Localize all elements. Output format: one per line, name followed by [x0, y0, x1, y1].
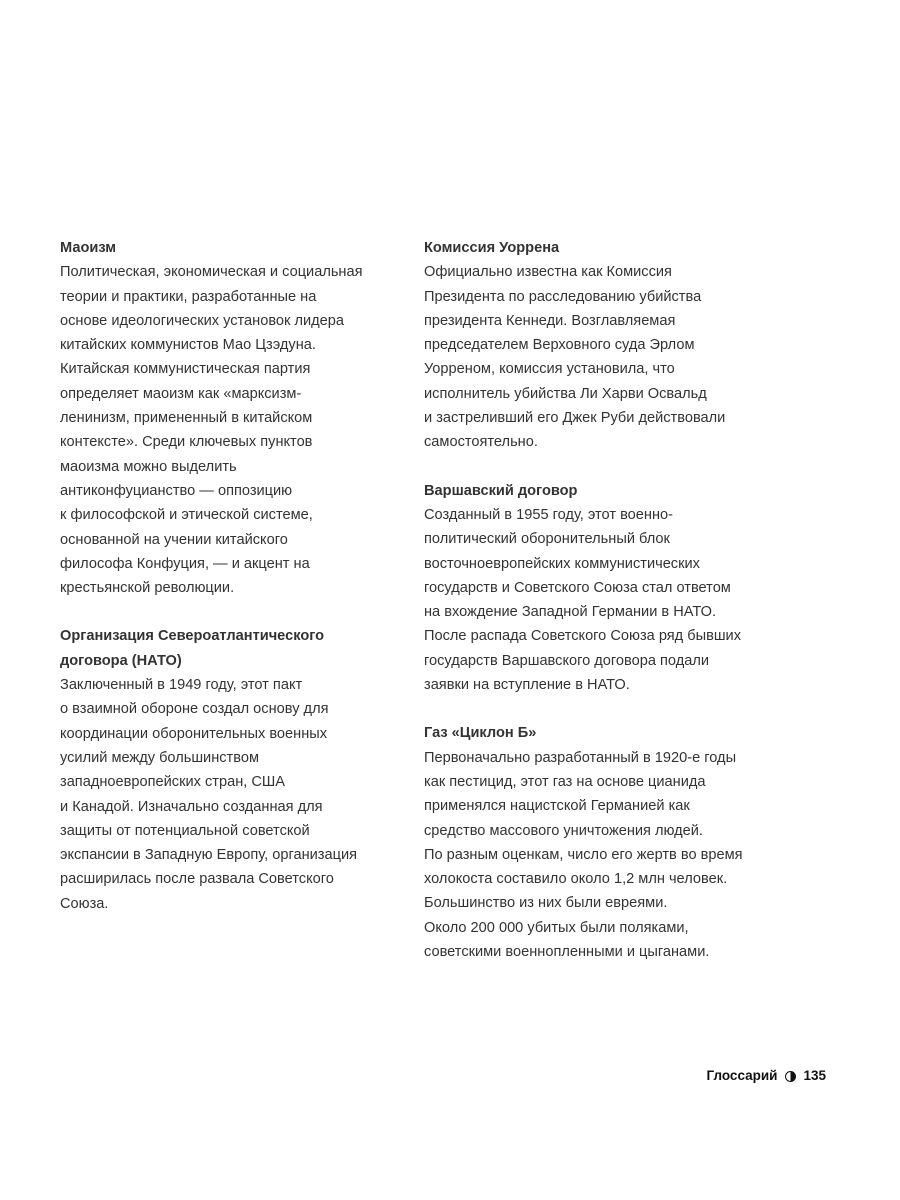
entry-text-line: холокоста составило около 1,2 млн человек. — [424, 871, 728, 888]
entry-title-line: Организация Североатлантического — [60, 628, 325, 645]
glossary-column-right — [424, 236, 754, 988]
entry-text-line: средство массового уничтожения людей. — [424, 822, 703, 839]
entry-text-line: самостоятельно. — [424, 434, 538, 451]
entry-text-line: как пестицид, этот газ на основе цианида — [424, 773, 706, 790]
entry-title — [424, 479, 754, 503]
entry-text-line: Китайская коммунистическая партия — [60, 361, 311, 378]
entry-title-line: договора (НАТО) — [60, 652, 182, 669]
entry-text-line: Созданный в 1955 году, этот военно- — [424, 506, 673, 523]
entry-text-line: восточноевропейских коммунистических — [424, 555, 700, 572]
entry-text-line: маоизма можно выделить — [60, 458, 237, 475]
entry-text-line: Заключенный в 1949 году, этот пакт — [60, 677, 303, 694]
entry-text-line: основе идеологических установок лидера — [60, 312, 345, 329]
footer-section-title: Глоссарий — [706, 1068, 778, 1083]
entry-text-line: усилий между большинством — [60, 749, 259, 766]
page-footer — [706, 1066, 826, 1086]
entry-text-line: политический оборонительный блок — [424, 531, 670, 548]
entry-text-line: По разным оценкам, число его жертв во время — [424, 846, 743, 863]
entry-text-line: ленинизм, примененный в китайском — [60, 410, 313, 427]
entry-title-line: Варшавский договор — [424, 482, 578, 499]
entry-title-line: Комиссия Уоррена — [424, 240, 560, 256]
entry-definition — [424, 503, 754, 697]
entry-text-line: теории и практики, разработанные на — [60, 288, 317, 305]
glossary-entry — [60, 624, 390, 916]
entry-text-line: китайских коммунистов Мао Цзэдуна. — [60, 337, 316, 354]
entry-text-line: к философской и этической системе, — [60, 507, 313, 524]
entry-text-line: исполнитель убийства Ли Харви Освальд — [424, 385, 707, 402]
entry-text-line: Большинство из них были евреями. — [424, 895, 668, 912]
entry-text-line: государств и Советского Союза стал ответом — [424, 579, 731, 596]
entry-text-line: советскими военнопленными и цыганами. — [424, 944, 710, 961]
entry-definition — [60, 673, 390, 916]
entry-text-line: Около 200 000 убитых были поляками, — [424, 919, 689, 936]
entry-text-line: основанной на учении китайского — [60, 531, 288, 548]
glossary-entry — [424, 236, 754, 455]
entry-text-line: на вхождение Западной Германии в НАТО. — [424, 604, 717, 621]
entry-text-line: После распада Советского Союза ряд бывших — [424, 628, 742, 645]
entry-title — [424, 236, 754, 260]
entry-text-line: применялся нацистской Германией как — [424, 798, 690, 815]
entry-text-line: президента Кеннеди. Возглавляемая — [424, 312, 676, 329]
entry-text-line: и застреливший его Джек Руби действовали — [424, 410, 726, 427]
entry-definition — [424, 746, 754, 965]
glossary-column-left — [60, 236, 390, 940]
glossary-entry — [424, 479, 754, 698]
entry-text-line: западноевропейских стран, США — [60, 774, 286, 791]
entry-text-line: философа Конфуция, — и акцент на — [60, 555, 310, 572]
entry-definition — [60, 260, 390, 600]
entry-text-line: антиконфуцианство — оппозицию — [60, 482, 293, 499]
glossary-entry — [60, 236, 390, 600]
entry-text-line: Первоначально разработанный в 1920-е годы — [424, 749, 737, 766]
page-number: 135 — [803, 1068, 826, 1083]
entry-title — [60, 236, 390, 260]
entry-text-line: государств Варшавского договора подали — [424, 652, 710, 669]
entry-text-line: крестьянской революции. — [60, 580, 235, 597]
entry-text-line: Политическая, экономическая и социальная — [60, 264, 363, 281]
entry-text-line: Уорреном, комиссия установила, что — [424, 361, 675, 378]
entry-text-line: координации оборонительных военных — [60, 725, 328, 742]
entry-text-line: экспансии в Западную Европу, организация — [60, 847, 358, 864]
entry-text-line: и Канадой. Изначально созданная для — [60, 798, 323, 815]
half-circle-icon — [785, 1071, 796, 1082]
entry-text-line: защиты от потенциальной советской — [60, 822, 310, 839]
entry-text-line: расширилась после развала Советского — [60, 871, 334, 888]
entry-text-line: Союза. — [60, 895, 109, 912]
entry-definition — [424, 260, 754, 454]
entry-text-line: Президента по расследованию убийства — [424, 288, 702, 305]
entry-text-line: заявки на вступление в НАТО. — [424, 677, 630, 694]
entry-text-line: контексте». Среди ключевых пунктов — [60, 434, 313, 451]
glossary-entry — [424, 721, 754, 964]
entry-text-line: определяет маоизм как «марксизм- — [60, 385, 302, 402]
entry-title — [424, 721, 754, 745]
entry-text-line: о взаимной обороне создал основу для — [60, 701, 329, 718]
entry-title — [60, 624, 390, 673]
entry-text-line: председателем Верховного суда Эрлом — [424, 337, 695, 354]
entry-text-line: Официально известна как Комиссия — [424, 264, 672, 281]
entry-title-line: Маоизм — [60, 240, 117, 256]
entry-title-line: Газ «Циклон Б» — [424, 725, 537, 742]
